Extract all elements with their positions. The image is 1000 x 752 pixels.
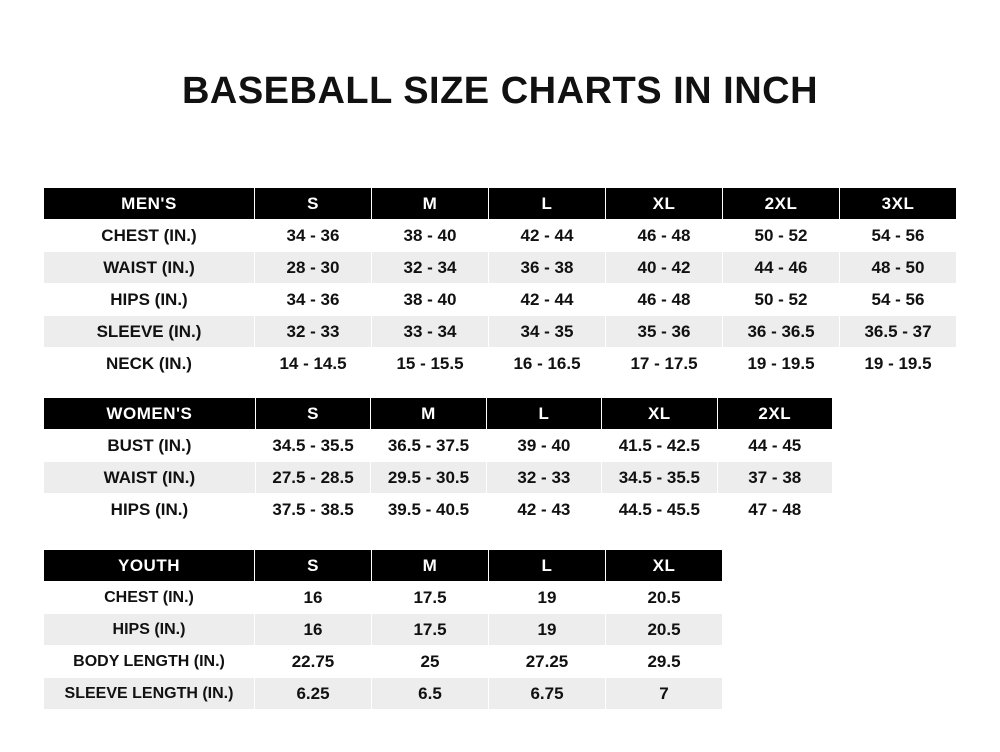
table-cell: 34 - 36 [255, 220, 372, 252]
table-row [44, 252, 957, 284]
column-header: S [255, 550, 372, 582]
row-label: CHEST (IN.) [44, 220, 255, 252]
table-cell: 28 - 30 [255, 252, 372, 284]
table-cell: 19 - 19.5 [840, 348, 957, 380]
row-label: SLEEVE (IN.) [44, 316, 255, 348]
table-cell: 19 [489, 614, 606, 646]
table-cell: 27.5 - 28.5 [255, 462, 370, 494]
table-cell: 54 - 56 [840, 220, 957, 252]
table-cell: 35 - 36 [606, 316, 723, 348]
table-cell: 17.5 [372, 582, 489, 614]
table-row [44, 494, 833, 526]
table-cell: 29.5 - 30.5 [371, 462, 486, 494]
table-cell: 34 - 36 [255, 284, 372, 316]
table-cell: 16 [255, 614, 372, 646]
column-header: S [255, 398, 370, 430]
column-header: L [489, 550, 606, 582]
table-cell: 39 - 40 [486, 430, 601, 462]
table-row [44, 582, 723, 614]
table-row [44, 220, 957, 252]
table-row [44, 430, 833, 462]
table-cell: 37.5 - 38.5 [255, 494, 370, 526]
page-title: BASEBALL SIZE CHARTS IN INCH [181, 70, 819, 112]
table-row [44, 462, 833, 494]
table-cell: 7 [606, 678, 723, 710]
table-cell: 19 [489, 582, 606, 614]
table-cell: 20.5 [606, 582, 723, 614]
table-row [44, 348, 957, 380]
table-cell: 42 - 44 [489, 220, 606, 252]
table-row [44, 678, 723, 710]
column-header: YOUTH [44, 550, 255, 582]
table-cell: 20.5 [606, 614, 723, 646]
table-cell: 36.5 - 37 [840, 316, 957, 348]
table-cell: 27.25 [489, 646, 606, 678]
row-label: HIPS (IN.) [44, 614, 255, 646]
table-cell: 39.5 - 40.5 [371, 494, 486, 526]
table-cell: 36.5 - 37.5 [371, 430, 486, 462]
table-cell: 54 - 56 [840, 284, 957, 316]
table-cell: 38 - 40 [372, 284, 489, 316]
table-row [44, 614, 723, 646]
table-cell: 44.5 - 45.5 [602, 494, 717, 526]
row-label: WAIST (IN.) [44, 252, 255, 284]
table-cell: 34 - 35 [489, 316, 606, 348]
column-header: L [489, 188, 606, 220]
column-header: S [255, 188, 372, 220]
table-cell: 34.5 - 35.5 [255, 430, 370, 462]
womens-size-chart [43, 397, 833, 526]
table-cell: 33 - 34 [372, 316, 489, 348]
table-cell: 38 - 40 [372, 220, 489, 252]
table-cell: 32 - 33 [486, 462, 601, 494]
table-cell: 37 - 38 [717, 462, 832, 494]
table-cell: 46 - 48 [606, 220, 723, 252]
table-cell: 42 - 44 [489, 284, 606, 316]
table-cell: 17.5 [372, 614, 489, 646]
column-header: XL [602, 398, 717, 430]
mens-size-chart [43, 187, 957, 380]
table-cell: 42 - 43 [486, 494, 601, 526]
row-label: SLEEVE LENGTH (IN.) [44, 678, 255, 710]
column-header: MEN'S [44, 188, 255, 220]
table-cell: 16 [255, 582, 372, 614]
table-cell: 6.25 [255, 678, 372, 710]
table-row [44, 316, 957, 348]
column-header: 2XL [717, 398, 832, 430]
column-header: L [486, 398, 601, 430]
table-cell: 41.5 - 42.5 [602, 430, 717, 462]
row-label: NECK (IN.) [44, 348, 255, 380]
table-cell: 40 - 42 [606, 252, 723, 284]
youth-size-chart [43, 549, 723, 710]
table-cell: 50 - 52 [723, 220, 840, 252]
table-cell: 6.75 [489, 678, 606, 710]
column-header: M [371, 398, 486, 430]
table-cell: 22.75 [255, 646, 372, 678]
row-label: WAIST (IN.) [44, 462, 256, 494]
table-cell: 14 - 14.5 [255, 348, 372, 380]
table-cell: 29.5 [606, 646, 723, 678]
column-header: XL [606, 550, 723, 582]
table-cell: 36 - 36.5 [723, 316, 840, 348]
table-cell: 32 - 33 [255, 316, 372, 348]
table-cell: 6.5 [372, 678, 489, 710]
column-header: XL [606, 188, 723, 220]
row-label: BUST (IN.) [44, 430, 256, 462]
column-header: M [372, 550, 489, 582]
table-cell: 16 - 16.5 [489, 348, 606, 380]
column-header: WOMEN'S [44, 398, 256, 430]
column-header: M [372, 188, 489, 220]
table-cell: 46 - 48 [606, 284, 723, 316]
table-cell: 25 [372, 646, 489, 678]
table-header-row [44, 398, 833, 430]
table-cell: 44 - 45 [717, 430, 832, 462]
column-header: 2XL [723, 188, 840, 220]
row-label: HIPS (IN.) [44, 494, 256, 526]
table-cell: 48 - 50 [840, 252, 957, 284]
table-cell: 15 - 15.5 [372, 348, 489, 380]
table-cell: 47 - 48 [717, 494, 832, 526]
table-header-row [44, 188, 957, 220]
table-cell: 44 - 46 [723, 252, 840, 284]
table-cell: 17 - 17.5 [606, 348, 723, 380]
table-row [44, 284, 957, 316]
row-label: CHEST (IN.) [44, 582, 255, 614]
table-cell: 19 - 19.5 [723, 348, 840, 380]
table-cell: 36 - 38 [489, 252, 606, 284]
table-cell: 32 - 34 [372, 252, 489, 284]
column-header: 3XL [840, 188, 957, 220]
table-row [44, 646, 723, 678]
table-cell: 50 - 52 [723, 284, 840, 316]
table-cell: 34.5 - 35.5 [602, 462, 717, 494]
row-label: BODY LENGTH (IN.) [44, 646, 255, 678]
table-header-row [44, 550, 723, 582]
row-label: HIPS (IN.) [44, 284, 255, 316]
